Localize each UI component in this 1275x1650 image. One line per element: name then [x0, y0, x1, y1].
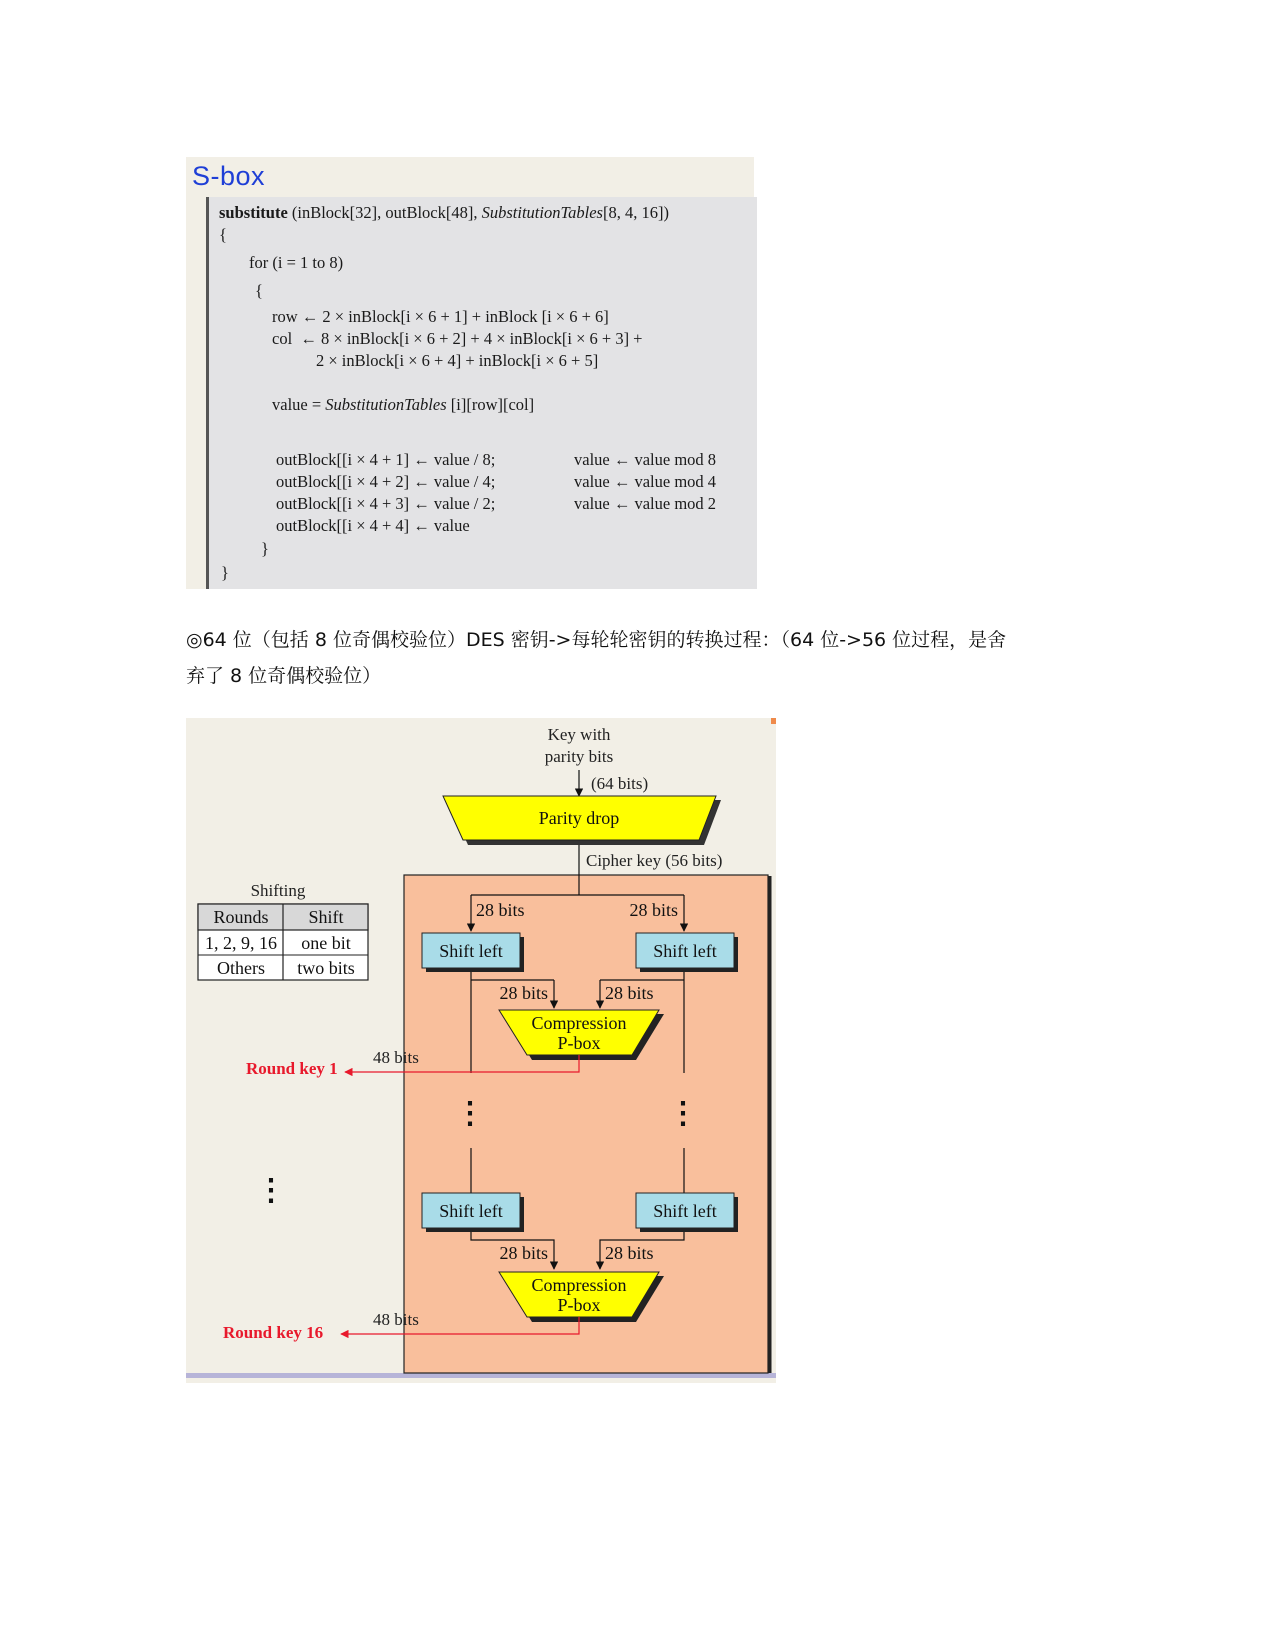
bottom-border: [186, 1373, 776, 1378]
code-open-brace: {: [219, 225, 227, 244]
code-row-line: row ← 2 × inBlock[i × 6 + 1] + inBlock [i × 6 + 6]: [272, 307, 609, 326]
compression-label: P-box: [557, 1295, 601, 1315]
code-value-suffix: [i][row][col]: [446, 395, 535, 414]
input-bits-label: (64 bits): [591, 774, 649, 793]
code-mod-line: value ← value mod 2: [574, 494, 717, 513]
code-mod-line: value ← value mod 8: [574, 450, 717, 469]
shift-table-cell: Others: [217, 958, 265, 978]
code-close-brace: }: [221, 563, 229, 582]
code-out-line: outBlock[[i × 4 + 1] ← value / 8;: [276, 450, 496, 469]
shift-table-header: Shift: [308, 907, 344, 927]
code-signature: [219, 203, 669, 223]
bits48-label: 48 bits: [373, 1048, 419, 1067]
parity-drop-label: Parity drop: [538, 808, 620, 828]
sbox-code-block: [206, 197, 757, 589]
code-args-italic: SubstitutionTables: [481, 203, 603, 222]
code-mod-line: value ← value mod 4: [574, 472, 717, 491]
shift-left-label: Shift left: [439, 1201, 503, 1221]
code-value-italic: SubstitutionTables: [325, 395, 447, 414]
shift-table: [198, 904, 368, 980]
shift-left-label: Shift left: [653, 941, 717, 961]
code-value-line: [272, 395, 534, 415]
description-paragraph: [186, 622, 1086, 694]
vertical-dots: ⋮: [256, 1174, 286, 1207]
compression-label: P-box: [557, 1033, 601, 1053]
compression-label: Compression: [531, 1275, 627, 1295]
round-key-1-label: Round key 1: [246, 1059, 338, 1078]
bits28-label: 28 bits: [499, 983, 548, 1003]
shifting-title: Shifting: [250, 881, 306, 900]
code-inner-close: }: [261, 539, 269, 558]
code-function-name: substitute: [219, 203, 288, 222]
shift-left-label: Shift left: [439, 941, 503, 961]
code-col-line-1: col ← 8 × inBlock[i × 6 + 2] + 4 × inBlock[i × 6 + 3] +: [272, 329, 643, 348]
code-out-line: outBlock[[i × 4 + 4] ← value: [276, 516, 470, 535]
round-key-16-label: Round key 16: [223, 1323, 324, 1342]
shift-table-cell: two bits: [297, 958, 355, 978]
cipher-key-label: Cipher key (56 bits): [586, 851, 723, 870]
paragraph-line-2: 弃了 8 位奇偶校验位）: [186, 665, 382, 687]
input-label-1: Key with: [547, 725, 611, 744]
bits28-label: 28 bits: [629, 900, 678, 920]
key-schedule-figure: [186, 718, 776, 1383]
code-value-prefix: value =: [272, 395, 326, 414]
edge-mark: [771, 718, 776, 724]
bits28-label: 28 bits: [605, 1243, 654, 1263]
input-label-2: parity bits: [544, 747, 614, 766]
vertical-dots: ⋮: [668, 1097, 698, 1130]
shift-table-cell: one bit: [301, 933, 351, 953]
shift-table-header: Rounds: [213, 907, 269, 927]
code-col-line-2: 2 × inBlock[i × 6 + 4] + inBlock[i × 6 + 5]: [316, 351, 599, 370]
bits28-label: 28 bits: [605, 983, 654, 1003]
bits28-label: 28 bits: [476, 900, 525, 920]
vertical-dots: ⋮: [455, 1097, 485, 1130]
sbox-title: S-box: [192, 161, 266, 191]
paragraph-line-1: ◎64 位（包括 8 位奇偶校验位）DES 密钥->每轮轮密钥的转换过程：（64 位->56 位过程，是舍: [186, 629, 1007, 651]
sbox-figure: [186, 157, 754, 589]
key-schedule-diagram: [186, 718, 776, 1383]
bits48-label: 48 bits: [373, 1310, 419, 1329]
shift-left-label: Shift left: [653, 1201, 717, 1221]
code-for-line: for (i = 1 to 8): [249, 253, 344, 272]
compression-label: Compression: [531, 1013, 627, 1033]
shift-table-cell: 1, 2, 9, 16: [205, 933, 277, 953]
code-inner-open: {: [255, 281, 263, 300]
code-args-end: [8, 4, 16]): [602, 203, 669, 222]
code-args: (inBlock[32], outBlock[48],: [287, 203, 482, 222]
bits28-label: 28 bits: [499, 1243, 548, 1263]
code-out-line: outBlock[[i × 4 + 2] ← value / 4;: [276, 472, 496, 491]
code-out-line: outBlock[[i × 4 + 3] ← value / 2;: [276, 494, 496, 513]
